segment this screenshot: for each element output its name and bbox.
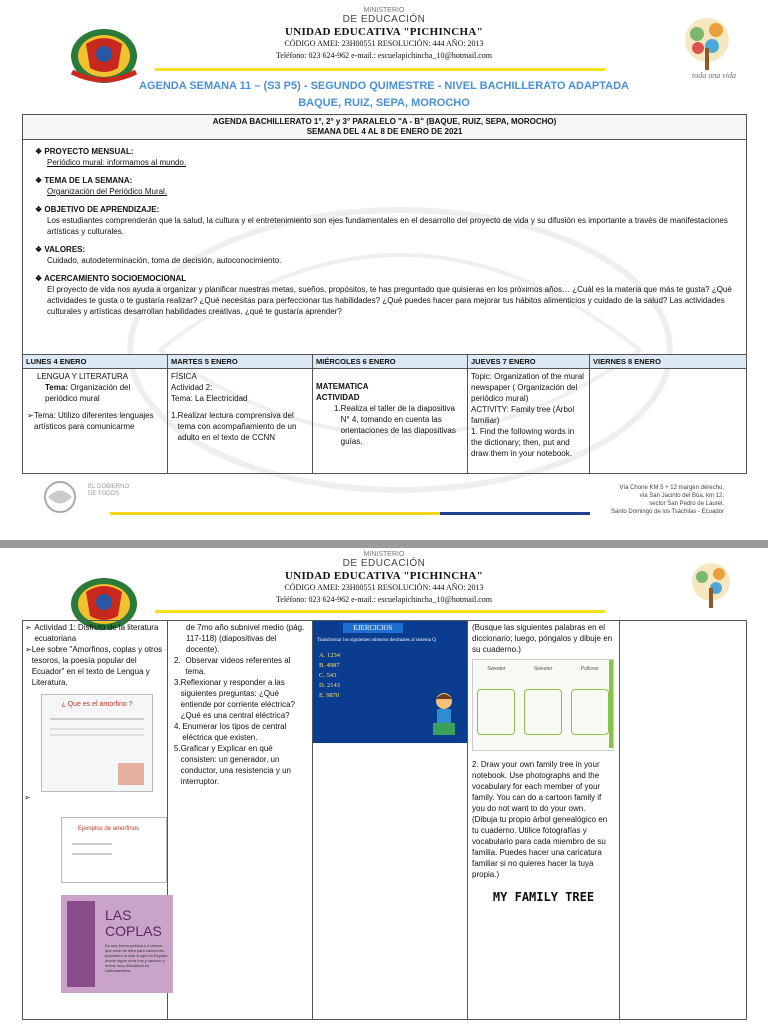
thursday-activity: ACTIVITY: Family tree (Árbol familiar) [471,405,575,425]
agenda-authors: BAQUE, RUIZ, SEPA, MOROCHO [298,97,470,109]
day-tuesday: MARTES 5 ENERO [168,355,313,369]
day-wednesday: MIÉRCOLES 6 ENERO [313,355,468,369]
tuesday-cell [168,369,313,474]
tuesday-activity: Actividad 2: [171,383,213,392]
monday-tema: Tema: Organización del periódico mural [45,383,131,403]
school-codes: CÓDIGO AMEI: 23H00551 RESOLUCIÓN: 444 AÑO: 2013 [284,583,484,592]
agenda-title: AGENDA SEMANA 11 – (S3 P5) - SEGUNDO QUIMESTRE - NIVEL BACHILLERATO ADAPTADA [139,80,629,92]
section-text: Los estudiantes comprenderán que la salud, la cultura y el entretenimiento son ejes fundamentales en el desarrollo del proyecto de vida y su difusión es importante a través de manifestaciones artísticas y culturales. [47,216,728,236]
vocabulary-cards-image: Sweater Sweater Pullover [472,659,614,751]
footer-line-yellow [110,512,440,515]
tuesday-item: 1. Realizar lectura comprensiva del tema con acompañamiento de un adulto en el texto de CCNN [171,411,297,442]
wednesday-activity: ACTIVIDAD [316,393,360,402]
exercises-slide-image [313,621,467,743]
yellow-divider [155,610,605,613]
footer-address: Vía Chone KM 5 + 12 margen derecho, vía San Jacinto del Búa, km 12, sector San Pedro de Laurel. Santo Domingo de los Tsáchilas - Ecuador [611,485,724,515]
agenda-heading [0,78,768,112]
thursday-spanish-2: (Dibuja tu propio árbol genealógico en tu cuaderno. Utilice fotografías y vocabulario para cada miembro de su familia. Puedes hacer una caricatura familiar si no quieres hacer la tuya propia.) [472,815,608,879]
exercises-list: A. 1234 B. 4987 C. 543 D. 2143 E. 9870 [319,652,340,699]
agenda-table [22,114,747,474]
table-title-line2: SEMANA DEL 4 AL 8 DE ENERO DE 2021 [306,127,463,136]
ministerio-label: MINISTERIO DE EDUCACIÓN [342,551,426,569]
day-header-row [23,355,747,369]
section-heading: ❖ ACERCAMIENTO SOCIOEMOCIONAL [35,274,187,283]
thursday-spanish-instruction: (Busque las siguientes palabras en el diccionario; luego, póngalos y dibuje en su cuaderno.) [472,623,613,654]
exercises-title: EJERCICIOS [343,623,403,633]
monday-cell [23,621,168,1020]
table-title-line1: AGENDA BACHILLERATO 1°, 2° y 3° PARALELO "A - B" (BAQUE, RUIZ, SEPA, MOROCHO) [212,117,557,126]
friday-cell [620,621,747,1020]
footer-line-blue [440,512,590,515]
thursday-item: 1. Find the following words in the dictionary; then, put and draw them in your notebook. [471,427,575,458]
section-text: El proyecto de vida nos ayuda a organizar y planificar nuestras metas, sueños, propósitos, te has preguntado que quisieras en los próximos años… ¿Cuál es la materia que más te gusta? ¿Qué actividades te gusta o te gustaría realizar? ¿Qué necesitas para perfeccionar tus habilidades? ¿Qué puedes hacer para mejorar tus hábitos alimenticios y cuidado de la salud? Las actividades culturales y artísticas desarrollan habilidades creativas, ¿qué te gustaría aprender? [47,285,732,316]
tuesday-subject: FÍSICA [171,372,197,381]
day-thursday: JUEVES 7 ENERO [468,355,590,369]
school-name: UNIDAD EDUCATIVA "PICHINCHA" [284,570,484,582]
student-figure-icon [429,691,459,739]
section-heading: ❖ PROYECTO MENSUAL: [35,147,134,156]
exercises-instruction: Transformar los siguientes números decimales al sistema Q [317,638,436,643]
school-contact: Teléfono: 023 624-962 e-mail.: escuelapichincha_10@hotmail.com [275,51,493,60]
wednesday-item: 1. Realiza el taller de la diapositiva N° 4, tomando en cuenta las orientaciones de las diapositivas guías. [334,404,456,446]
school-name: UNIDAD EDUCATIVA "PICHINCHA" [284,26,484,38]
thursday-topic: Topic: Organization of the mural newspaper ( Organización del periódico mural) [471,372,584,403]
monday-bullet: ➢ Actividad 1: Disfruto de la literatura ecuatoriana [25,623,159,643]
coplas-title: LAS COPLAS [105,907,162,939]
section-heading: ❖ TEMA DE LA SEMANA: [35,176,133,185]
tuesday-item: 3. Reflexionar y responder a las siguientes preguntas: ¿Qué entiende por corriente eléctrica? ¿Qué es una central eléctrica? [174,678,295,720]
section-text: Periódico mural: informamos al mundo. [47,158,187,167]
school-codes: CÓDIGO AMEI: 23H00551 RESOLUCIÓN: 444 AÑO: 2013 [284,39,484,48]
monday-cell [23,369,168,474]
section-heading: ❖ VALORES: [35,245,86,254]
friday-cell [590,369,747,474]
gobierno-text: EL GOBIERNO DE TODOS [88,484,130,497]
coplas-image [61,895,173,993]
tuesday-item: 4. Enumerar los tipos de central eléctrica que existen. [174,722,287,742]
ministerio-label: MINISTERIO DE EDUCACIÓN [342,7,426,25]
section-heading: ❖ OBJETIVO DE APRENDIZAJE: [35,205,160,214]
wednesday-subject: MATEMATICA [316,382,369,391]
page-2 [0,548,768,1024]
thursday-cell [468,369,590,474]
wednesday-cell [313,621,468,1020]
section-text: Organización del Periódico Mural. [47,187,168,196]
monday-bullet: ➢ Tema: Utilizo diferentes lenguajes artísticos para comunicarme [27,411,154,431]
tuesday-tema: Tema: La Electricidad [171,394,248,403]
yellow-divider [155,68,605,71]
school-contact: Teléfono: 023 624-962 e-mail.: escuelapichincha_10@hotmail.com [275,595,493,604]
svg-text:toda una vida: toda una vida [692,71,736,80]
monday-subject: LENGUA Y LITERATURA [37,372,129,381]
coplas-text: Es una forma poética o a versos que sirve de letra para canciones populares la cual surgió en España donde sigue vivía hoy y cancion y textos muy difundidos en Latinoamérica. [105,943,168,973]
tuesday-item: 5. Graficar y Explicar en qué consisten: un generador, un conductor, una resistencia y un interruptor. [174,744,291,786]
table-title [23,115,747,140]
thursday-item-2: 2. Draw your own family tree in your notebook. Use photographs and the vocabulary for each member of your family. You can do a cartoon family if you do not want to do your own. [472,760,602,813]
tuesday-item: 2. Observar videos referentes al tema. [174,656,291,676]
slide-title: ¿ Que es el amorfino ? [61,701,133,708]
amorfino-slide-image [41,694,153,792]
monday-bullet-empty: ➢ [24,793,31,802]
agenda-table-continued [22,620,747,1020]
school-header [0,570,768,606]
tuesday-continued: de 7mo año subnivel medio (pág. 117-118) (diapositivas del docente). [186,623,305,654]
page-gap [0,540,768,548]
monday-bullet: ➢ Lee sobre "Amorfinos, coplas y otros tesoros, la poesía popular del Ecuador" en el texto de Lengua y Literatura. [25,645,163,687]
school-header [0,26,768,62]
day-friday: VIERNES 8 ENERO [590,355,747,369]
amorfino-examples-image [61,817,167,883]
family-tree-heading: MY FAMILY TREE [492,890,595,904]
thursday-cell [468,621,620,1020]
day-monday: LUNES 4 ENERO [23,355,168,369]
slide-title: Ejemplos de amorfinos [78,826,140,832]
tuesday-cell [168,621,313,1020]
section-text: Cuidado, autodeterminación, toma de decisión, autoconocimiento. [47,256,282,265]
weekly-info [23,140,747,355]
wednesday-cell [313,369,468,474]
